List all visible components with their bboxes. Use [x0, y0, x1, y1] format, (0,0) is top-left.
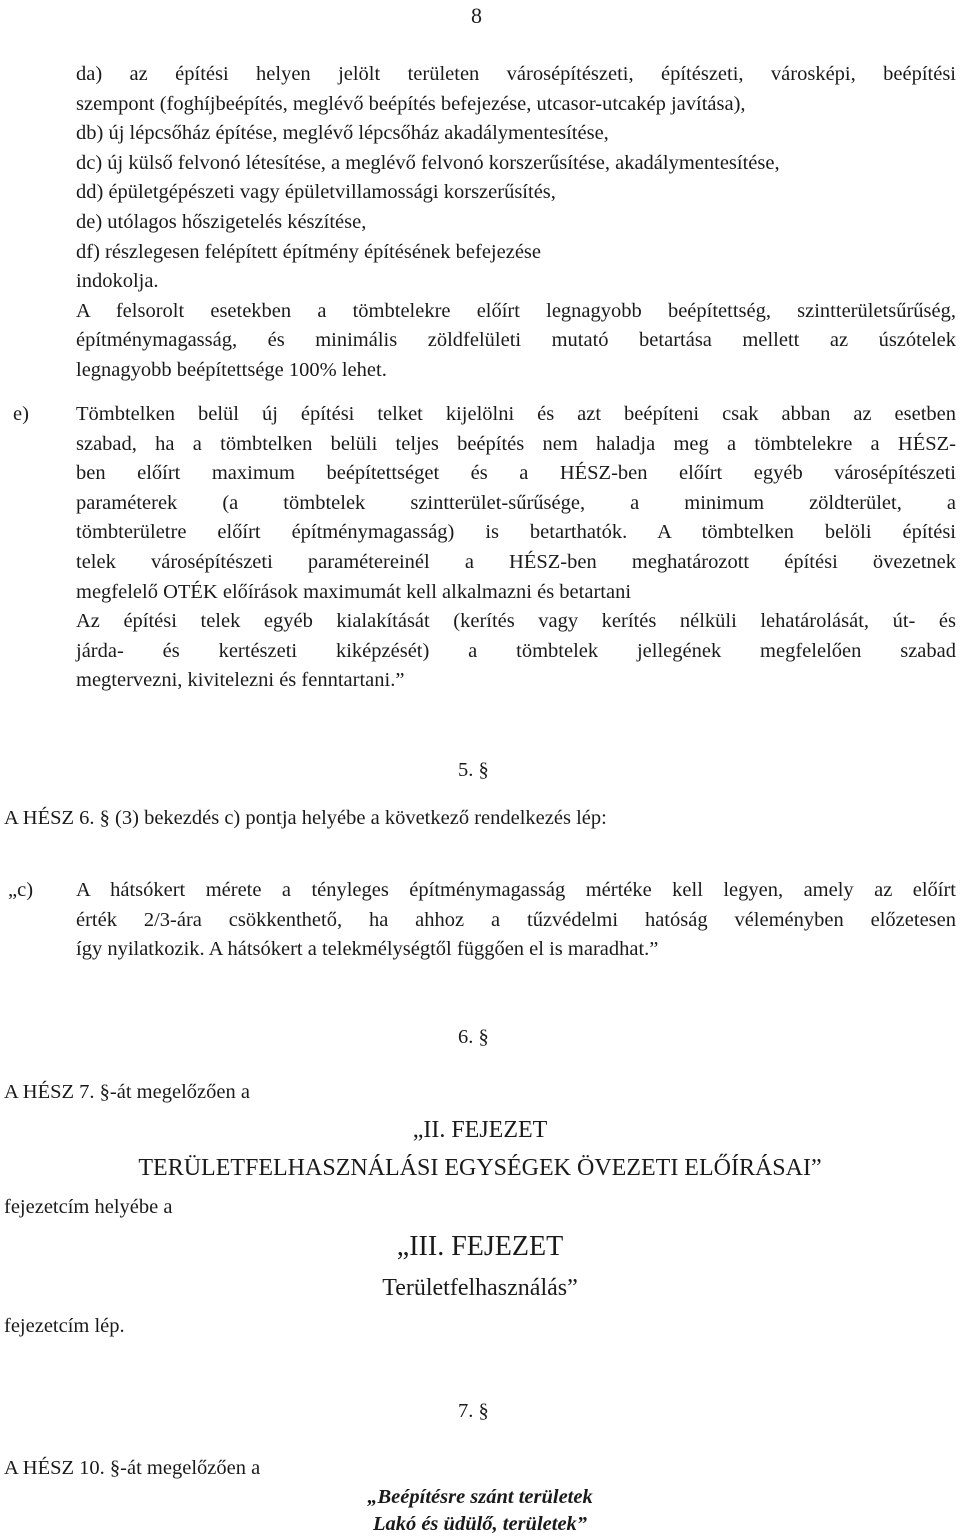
- list-marker-c: „c): [8, 879, 34, 901]
- section-6-number: 6. §: [458, 1026, 489, 1048]
- section-6-middle-text: fejezetcím helyébe a: [4, 1196, 173, 1218]
- section-7-intro: A HÉSZ 10. §-át megelőzően a: [4, 1457, 261, 1479]
- text-line: érték 2/3-ára csökkenthető, ha ahhoz a tűzvédelmi hatóság véleményben előzetesen: [76, 908, 956, 931]
- text-line: megtervezni, kivitelezni és fenntartani.”: [76, 669, 405, 692]
- text-line: szempont (foghíjbeépítés, meglévő beépítés befejezése, utcasor-utcakép javítása),: [76, 92, 746, 115]
- text-line: szabad, ha a tömbtelken belüli teljes beépítés nem haladja meg a tömbtelekre a HÉSZ-: [76, 432, 956, 455]
- new-chapter-heading-number: „III. FEJEZET: [396, 1231, 564, 1262]
- text-line: megfelelő OTÉK előírások maximumát kell alkalmazni és betartani: [76, 580, 632, 603]
- text-line: Az építési telek egyéb kialakítását (kerítés vagy kerítés nélküli lehatárolását, út- és: [76, 610, 956, 633]
- section-7-number: 7. §: [458, 1400, 489, 1422]
- text-line: de) utólagos hőszigetelés készítése,: [76, 210, 367, 233]
- text-line: legnagyobb beépítettsége 100% lehet.: [76, 358, 387, 381]
- old-chapter-heading-number: „II. FEJEZET: [412, 1117, 548, 1143]
- section-4-e-paragraph: [76, 400, 956, 696]
- text-line: építménymagasság, és minimális zöldfelületi mutató betartása mellett az úszótelek: [76, 329, 956, 352]
- new-subheading-line-1: „Beépítésre szánt területek: [367, 1486, 593, 1508]
- text-line: dc) új külső felvonó létesítése, a meglévő felvonó korszerűsítése, akadálymentesítése,: [76, 151, 780, 174]
- text-line: df) részlegesen felépített építmény építésének befejezése: [76, 240, 541, 263]
- text-line: így nyilatkozik. A hátsókert a telekmélységtől függően el is maradhat.”: [76, 938, 659, 961]
- text-line: da) az építési helyen jelölt területen városépítészeti, építészeti, városképi, beépítési: [76, 63, 956, 85]
- text-line: tömbterületre előírt építménymagasság) is betarthatók. A tömbtelken belöli építési: [76, 521, 956, 544]
- text-line: paraméterek (a tömbtelek szintterület-sűrűsége, a minimum zöldterület, a: [76, 491, 956, 514]
- text-line: ben előírt maximum beépítettséget és a HÉSZ-ben előírt egyéb városépítészeti: [76, 462, 956, 485]
- text-line: dd) épületgépészeti vagy épületvillamossági korszerűsítés,: [76, 181, 556, 204]
- text-line: járda- és kertészeti kiképzését) a tömbtelek jellegének megfelelően szabad: [76, 639, 956, 662]
- page-number: 8: [471, 3, 482, 28]
- section-5-number: 5. §: [458, 759, 489, 781]
- text-line: indokolja.: [76, 270, 159, 293]
- text-line: A felsorolt esetekben a tömbtelekre előírt legnagyobb beépítettség, szintterületsűrűség,: [76, 299, 956, 322]
- section-5-intro: A HÉSZ 6. § (3) bekezdés c) pontja helyébe a következő rendelkezés lép:: [4, 807, 607, 829]
- new-subheading-line-2: Lakó és üdülő, területek”: [372, 1513, 588, 1535]
- text-line: A hátsókert mérete a tényleges építménymagasság mértéke kell legyen, amely az előírt: [76, 879, 956, 901]
- new-chapter-heading-title: Területfelhasználás”: [382, 1275, 578, 1301]
- section-4-d-list: [76, 60, 956, 386]
- section-6-intro: A HÉSZ 7. §-át megelőzően a: [4, 1081, 250, 1103]
- text-line: Tömbtelken belül új építési telket kijelölni és azt beépíteni csak abban az esetben: [76, 403, 956, 425]
- section-5-c-paragraph: [76, 876, 956, 965]
- old-chapter-heading-title: TERÜLETFELHASZNÁLÁSI EGYSÉGEK ÖVEZETI ELŐÍRÁSAI”: [138, 1155, 822, 1181]
- list-marker-e: e): [13, 403, 29, 425]
- section-6-outro: fejezetcím lép.: [4, 1315, 125, 1337]
- text-line: db) új lépcsőház építése, meglévő lépcsőház akadálymentesítése,: [76, 122, 609, 145]
- text-line: telek városépítészeti paramétereinél a HÉSZ-ben meghatározott építési övezetnek: [76, 550, 956, 573]
